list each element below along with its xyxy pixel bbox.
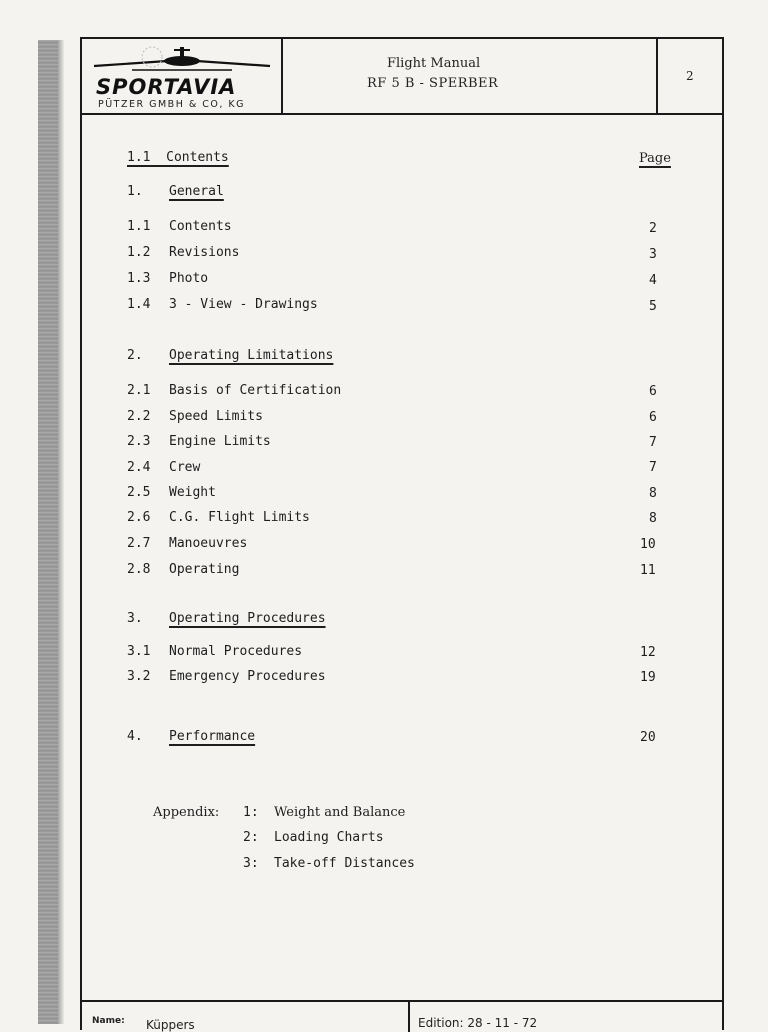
toc-item-page: 7 [649, 435, 657, 450]
logo-block [82, 39, 283, 113]
toc-item-page: 19 [640, 670, 656, 685]
page-header [82, 39, 722, 115]
toc-item-number: 1.4 [127, 297, 151, 312]
toc-item-label: Contents [169, 219, 232, 234]
toc-item-number: 1.1 [127, 219, 151, 234]
aircraft-model: RF 5 B - SPERBER [367, 76, 499, 91]
toc-item-label: Weight [169, 485, 216, 500]
company-name: PÜTZER GMBH & CO, KG [98, 99, 246, 110]
toc-item-number: 1.2 [127, 245, 151, 260]
toc-item-label: Basis of Certification [169, 383, 342, 398]
toc-item-page: 6 [649, 384, 657, 399]
section-title: Operating Procedures [169, 611, 326, 626]
toc-item-label: Crew [169, 460, 201, 475]
contents-heading: 1.1 Contents [127, 150, 229, 165]
toc-item-label: Revisions [169, 245, 240, 260]
footer-name-value: Küppers [146, 1018, 195, 1032]
section-page: 20 [640, 730, 656, 745]
section-number: 3. [127, 611, 143, 626]
toc-item-label: Manoeuvres [169, 536, 248, 551]
section-number: 4. [127, 729, 143, 744]
toc-item-page: 8 [649, 486, 657, 501]
footer-edition: Edition: 28 - 11 - 72 [418, 1016, 538, 1030]
toc-item-number: 2.6 [127, 510, 151, 525]
toc-item-number: 3.2 [127, 669, 151, 684]
section-title: General [169, 184, 224, 199]
toc-item-label: Normal Procedures [169, 644, 303, 659]
section-number: 2. [127, 348, 143, 363]
toc-item-number: 2.5 [127, 485, 151, 500]
toc-item-number: 2.7 [127, 536, 151, 551]
appendix-item-label: Weight and Balance [274, 805, 406, 820]
toc-item-number: 2.2 [127, 409, 151, 424]
toc-item-page: 10 [640, 537, 656, 552]
manual-title: Flight Manual [387, 56, 481, 71]
appendix-item-number: 2: [243, 830, 259, 845]
title-block [283, 39, 658, 113]
appendix-item-label: Loading Charts [274, 830, 384, 845]
toc-item-number: 2.3 [127, 434, 151, 449]
toc-item-label: Photo [169, 271, 209, 286]
appendix-item-label: Take-off Distances [274, 856, 415, 871]
toc-item-label: Operating [169, 562, 240, 577]
appendix-label: Appendix: [153, 805, 220, 820]
page-column-label: Page [639, 151, 671, 166]
toc-item-label: 3 - View - Drawings [169, 297, 318, 312]
aircraft-logo-icon [92, 45, 272, 73]
toc-item-number: 3.1 [127, 644, 151, 659]
appendix-item-number: 3: [243, 856, 259, 871]
toc-item-page: 4 [649, 273, 657, 288]
section-title: Performance [169, 729, 256, 744]
toc-item-page: 7 [649, 460, 657, 475]
toc-item-page: 8 [649, 511, 657, 526]
toc-item-page: 5 [649, 299, 657, 314]
toc-item-number: 2.8 [127, 562, 151, 577]
toc-item-number: 1.3 [127, 271, 151, 286]
toc-item-label: Engine Limits [169, 434, 271, 449]
toc-item-label: C.G. Flight Limits [169, 510, 310, 525]
scan-binding-edge [38, 40, 64, 1024]
footer-divider [408, 1002, 410, 1032]
section-title: Operating Limitations [169, 348, 334, 363]
toc-item-page: 3 [649, 247, 657, 262]
footer-name-label: Name: [92, 1016, 125, 1026]
toc-item-label: Speed Limits [169, 409, 263, 424]
toc-item-number: 2.4 [127, 460, 151, 475]
appendix-item-number: 1: [243, 805, 259, 820]
toc-item-number: 2.1 [127, 383, 151, 398]
page-number: 2 [686, 69, 694, 83]
toc-item-page: 6 [649, 410, 657, 425]
toc-item-page: 12 [640, 645, 656, 660]
page-footer [80, 1000, 724, 1030]
section-number: 1. [127, 184, 143, 199]
toc-item-page: 11 [640, 563, 656, 578]
brand-name: SPORTAVIA [96, 75, 237, 99]
toc-item-page: 2 [649, 221, 657, 236]
toc-item-label: Emergency Procedures [169, 669, 326, 684]
